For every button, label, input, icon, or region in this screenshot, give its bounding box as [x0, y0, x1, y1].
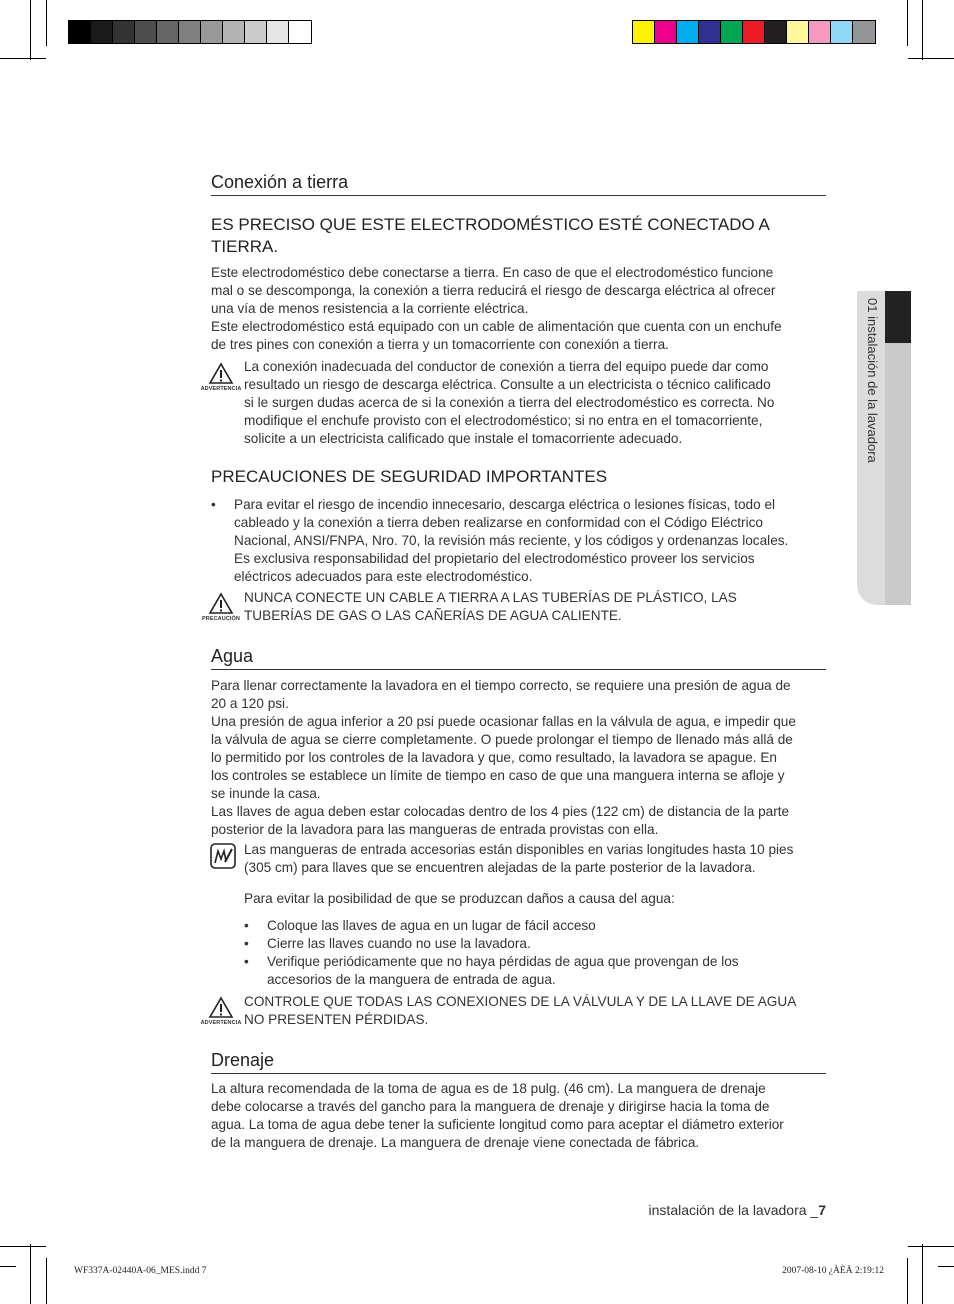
text-line: de la manguera de drenaje. La manguera de drenaje viene conectada de fábrica. [211, 1135, 700, 1150]
color-swatch [655, 21, 677, 43]
text-line: se inunde la casa. [211, 786, 321, 801]
caution-triangle-icon [199, 592, 243, 616]
crop-mark [46, 0, 47, 46]
crop-mark [0, 58, 46, 59]
note-icon [210, 843, 236, 869]
water-warning-text [244, 993, 829, 1029]
text-line: Nacional, ANSI/FNPA, Nro. 70, la revisión más reciente, y los códigos y ordenanzas locales. [234, 533, 789, 548]
list-item [244, 917, 829, 935]
grounding-heading-line1: ES PRECISO QUE ESTE ELECTRODOMÉSTICO ESTÉ CONECTADO A [211, 215, 770, 234]
gray-swatch [223, 21, 245, 43]
crop-mark [922, 1244, 923, 1304]
crop-mark [30, 1244, 31, 1304]
color-swatch [699, 21, 721, 43]
gray-swatch [113, 21, 135, 43]
list-item-text [267, 953, 739, 989]
gray-swatch [289, 21, 311, 43]
text-line: Las mangueras de entrada accesorias están disponibles en varias longitudes hasta 10 pies [244, 842, 794, 857]
water-paragraphs [211, 677, 826, 839]
color-swatch [809, 21, 831, 43]
footer-text: instalación de la lavadora _ [648, 1202, 819, 1218]
crop-mark [938, 1266, 954, 1267]
color-swatch [721, 21, 743, 43]
crop-mark [922, 0, 923, 60]
text-line: debe colocarse a través del gancho para la manguera de drenaje y dirigirse hacia la toma de [211, 1099, 770, 1114]
color-calibration-bar [632, 20, 876, 44]
bullet-dot: • [244, 918, 249, 933]
color-swatch [853, 21, 875, 43]
color-swatch [743, 21, 765, 43]
page-number: 7 [818, 1202, 826, 1218]
text-line: Una presión de agua inferior a 20 psi puede ocasionar fallas en la válvula de agua, e impedir que [211, 714, 796, 729]
text-line: TUBERÍAS DE GAS O LAS CAÑERÍAS DE AGUA CALIENTE. [244, 608, 622, 623]
text-line: Para llenar correctamente la lavadora en el tiempo correcto, se requiere una presión de agua de [211, 678, 791, 693]
text-line: Es exclusiva responsabilidad del propietario del electrodoméstico proveer los servicios [234, 551, 755, 566]
crop-mark [908, 1246, 954, 1247]
text-line: CONTROLE QUE TODAS LAS CONEXIONES DE LA VÁLVULA Y DE LA LLAVE DE AGUA [244, 994, 797, 1009]
text-line: Para evitar el riesgo de incendio innecesario, descarga eléctrica o lesiones físicas, todo el [234, 497, 776, 512]
safety-bullet [211, 496, 826, 586]
warning-label: ADVERTENCIA [200, 1020, 242, 1026]
list-item [244, 953, 829, 989]
slug-file-name: WF337A-02440A-06_MES.indd 7 [74, 1266, 207, 1276]
crop-mark [0, 1246, 46, 1247]
text-line: modifique el enchufe provisto con el electrodoméstico; si no entra en el tomacorriente, [244, 413, 763, 428]
crop-mark [46, 1258, 47, 1304]
caution-icon [199, 592, 243, 628]
bullet-dot: • [244, 936, 249, 951]
pencil-note-icon [210, 843, 236, 869]
gray-swatch [69, 21, 91, 43]
section-title-grounding: Conexión a tierra [211, 172, 826, 196]
water-note-intro: Para evitar la posibilidad de que se produzcan daños a causa del agua: [244, 891, 675, 906]
warning-triangle-icon [199, 996, 243, 1020]
gray-swatch [91, 21, 113, 43]
gray-swatch [245, 21, 267, 43]
text-line: resultado un riesgo de descarga eléctrica. Consulte a un electricista o técnico calificado [244, 377, 771, 392]
color-swatch [765, 21, 787, 43]
text-line: la válvula de agua se cierre completamente. O puede prolongar el tiempo de llenado más allá de [211, 732, 793, 747]
crop-mark [0, 1266, 16, 1267]
side-tab-label-wrap [862, 298, 882, 498]
text-line: Este electrodoméstico debe conectarse a tierra. En caso de que el electrodoméstico funcione [211, 265, 774, 280]
text-line: agua. La toma de agua debe tener la suficiente longitud como para aceptar el diámetro exterior [211, 1117, 784, 1132]
warning-triangle-icon [199, 362, 243, 386]
text-line: posterior de la lavadora para las mangueras de entrada provistas con ella. [211, 822, 659, 837]
water-note-text [244, 841, 829, 877]
gray-swatch [135, 21, 157, 43]
crop-mark [907, 1258, 908, 1304]
text-line: lo permitido por los controles de la lavadora y que, como resultado, la lavadora se apague. En [211, 750, 777, 765]
text-line: si le surgen dudas acerca de si la conexión a tierra del electrodoméstico es correcta. No [244, 395, 775, 410]
text-line: una vía de menos resistencia a la corriente eléctrica. [211, 301, 529, 316]
caution-label: PRECAUCIÓN [202, 616, 240, 622]
section-title-drain: Drenaje [211, 1050, 826, 1074]
crop-mark [30, 0, 31, 60]
list-item-text: Cierre las llaves cuando no use la lavadora. [267, 936, 531, 951]
text-line: (305 cm) para llaves que se encuentren alejadas de la parte posterior de la lavadora. [244, 860, 756, 875]
gray-swatch [267, 21, 289, 43]
tab-dark-block [885, 291, 911, 343]
crop-mark [907, 0, 908, 46]
bullet-dot: • [244, 954, 249, 969]
gray-swatch [157, 21, 179, 43]
safety-heading: PRECAUCIONES DE SEGURIDAD IMPORTANTES [211, 467, 608, 486]
text-line: accesorios de la manguera de entrada de agua. [267, 972, 556, 987]
bullet-dot: • [211, 497, 216, 512]
safety-caution-text [244, 589, 829, 625]
text-line: NO PRESENTEN PÉRDIDAS. [244, 1012, 429, 1027]
text-line: los controles se establece un límite de tiempo en caso de que una manguera interna se afloje y [211, 768, 785, 783]
grounding-heading-line2: TIERRA. [211, 237, 279, 256]
list-item [244, 935, 829, 953]
section-title-water: Agua [211, 646, 826, 670]
color-swatch [633, 21, 655, 43]
gray-swatch [201, 21, 223, 43]
side-tab-label: 01 instalación de la lavadora [865, 298, 880, 463]
text-line: 20 a 120 psi. [211, 696, 289, 711]
crop-mark [908, 58, 954, 59]
drain-paragraph [211, 1080, 826, 1152]
text-line: de tres pines con conexión a tierra y un tomacorriente con conexión a tierra. [211, 337, 669, 352]
gray-calibration-bar [68, 20, 312, 44]
slug-timestamp: 2007-08-10 ¿ÀÈÄ 2:19:12 [782, 1266, 884, 1276]
list-item-text: Coloque las llaves de agua en un lugar de fácil acceso [267, 918, 596, 933]
safety-bullet-text [234, 496, 788, 586]
text-line: NUNCA CONECTE UN CABLE A TIERRA A LAS TUBERÍAS DE PLÁSTICO, LAS [244, 590, 737, 605]
text-line: La altura recomendada de la toma de agua es de 18 pulg. (46 cm). La manguera de drenaje [211, 1081, 766, 1096]
color-swatch [831, 21, 853, 43]
text-line: eléctricos adecuados para este electrodoméstico. [234, 569, 533, 584]
tab-light-block [885, 343, 911, 605]
warning-icon [199, 362, 243, 398]
page-footer [560, 1202, 826, 1218]
text-line: mal o se descomponga, la conexión a tierra reducirá el riesgo de descarga eléctrica al ofrecer [211, 283, 776, 298]
text-line: Verifique periódicamente que no haya pérdidas de agua que provengan de los [267, 954, 739, 969]
grounding-para1 [211, 264, 826, 354]
color-swatch [787, 21, 809, 43]
warning-label: ADVERTENCIA [200, 386, 242, 392]
text-line: Este electrodoméstico está equipado con un cable de alimentación que cuenta con un enchufe [211, 319, 782, 334]
text-line: solicite a un electricista calificado que instale el tomacorriente adecuado. [244, 431, 683, 446]
gray-swatch [179, 21, 201, 43]
text-line: Las llaves de agua deben estar colocadas dentro de los 4 pies (122 cm) de distancia de la parte [211, 804, 790, 819]
color-swatch [677, 21, 699, 43]
grounding-warning-text [244, 358, 829, 448]
text-line: La conexión inadecuada del conductor de conexión a tierra del equipo puede dar como [244, 359, 769, 374]
text-line: cableado y la conexión a tierra deben realizarse en conformidad con el Código Eléctrico [234, 515, 763, 530]
warning-icon [199, 996, 243, 1032]
